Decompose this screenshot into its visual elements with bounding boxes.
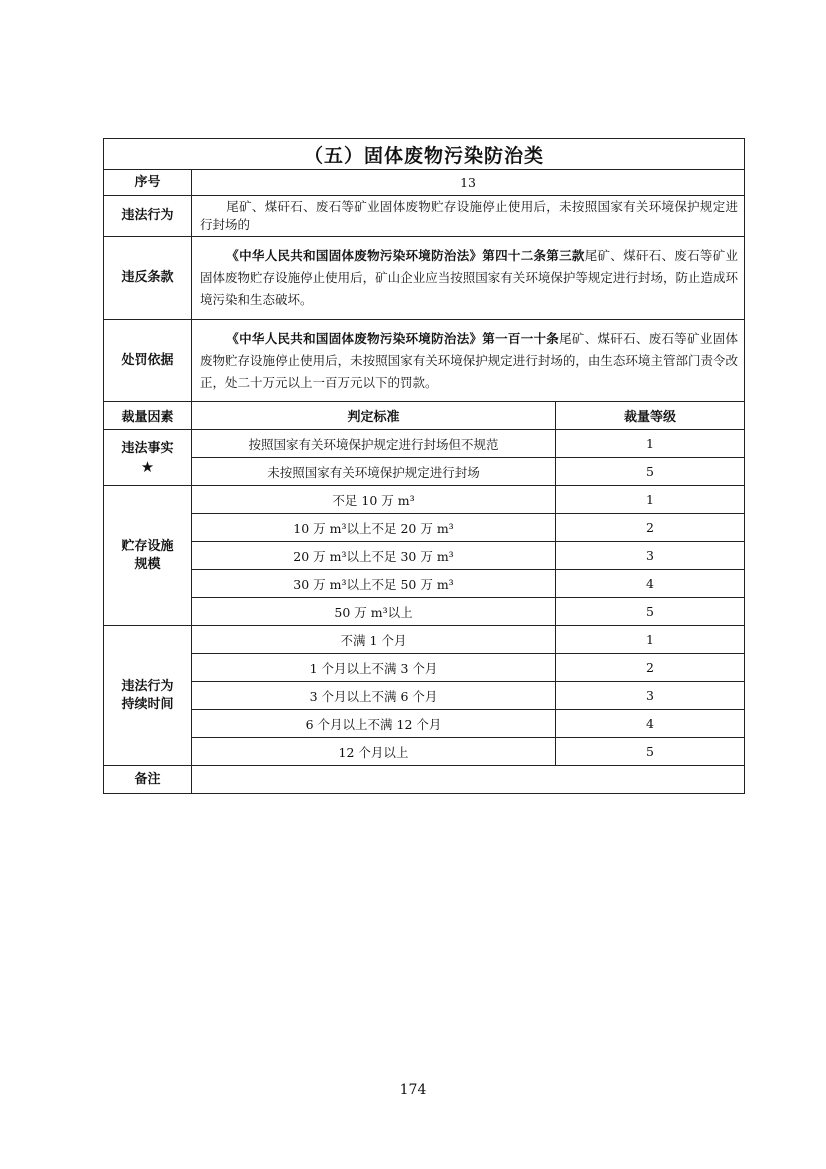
- violation-cell: [192, 196, 745, 237]
- facts-criterion-1: 按照国家有关环境保护规定进行封场但不规范: [192, 430, 556, 458]
- penalty-basis-law: 《中华人民共和国固体废物污染环境防治法》第一百一十条: [226, 330, 560, 346]
- scale-grade-3: 3: [556, 542, 745, 570]
- facts-criterion-2: 未按照国家有关环境保护规定进行封场: [192, 458, 556, 486]
- scale-grade-1: 1: [556, 486, 745, 514]
- remarks-label: 备注: [104, 766, 192, 794]
- duration-label-line2: 持续时间: [121, 696, 174, 712]
- scale-criterion-1: 不足 10 万 m³: [192, 486, 556, 514]
- scale-criterion-4: 30 万 m³以上不足 50 万 m³: [192, 570, 556, 598]
- penalty-basis-cell: [192, 320, 745, 402]
- violation-text: 尾矿、煤矸石、废石等矿业固体废物贮存设施停止使用后，未按照国家有关环境保护规定进行封场的: [200, 199, 739, 232]
- scale-grade-5: 5: [556, 598, 745, 626]
- duration-grade-3: 3: [556, 682, 745, 710]
- violated-clause-label: 违反条款: [104, 237, 192, 320]
- duration-criterion-1: 不满 1 个月: [192, 626, 556, 654]
- serial-label: 序号: [104, 170, 192, 196]
- duration-grade-4: 4: [556, 710, 745, 738]
- duration-criterion-2: 1 个月以上不满 3 个月: [192, 654, 556, 682]
- scale-label-line2: 规模: [134, 556, 161, 572]
- star-icon: ★: [140, 457, 155, 476]
- scale-criterion-2: 10 万 m³以上不足 20 万 m³: [192, 514, 556, 542]
- facts-grade-2: 5: [556, 458, 745, 486]
- violation-label: 违法行为: [104, 196, 192, 237]
- facts-label: [104, 430, 192, 486]
- remarks-value: [192, 766, 745, 794]
- duration-criterion-3: 3 个月以上不满 6 个月: [192, 682, 556, 710]
- scale-criterion-3: 20 万 m³以上不足 30 万 m³: [192, 542, 556, 570]
- serial-value: 13: [192, 170, 745, 196]
- facts-grade-1: 1: [556, 430, 745, 458]
- duration-grade-5: 5: [556, 738, 745, 766]
- duration-grade-1: 1: [556, 626, 745, 654]
- scale-grade-4: 4: [556, 570, 745, 598]
- violated-clause-cell: [192, 237, 745, 320]
- factors-header: 裁量因素: [104, 402, 192, 430]
- grade-header: 裁量等级: [556, 402, 745, 430]
- facts-label-text: 违法事实: [121, 440, 174, 456]
- page-number: 174: [399, 1082, 427, 1098]
- duration-criterion-5: 12 个月以上: [192, 738, 556, 766]
- penalty-basis-label: 处罚依据: [104, 320, 192, 402]
- scale-label-line1: 贮存设施: [121, 538, 174, 554]
- violated-clause-law: 《中华人民共和国固体废物污染环境防治法》第四十二条第三款: [226, 248, 585, 263]
- duration-label-line1: 违法行为: [121, 678, 174, 694]
- discretion-table-sheet: [103, 138, 744, 794]
- scale-grade-2: 2: [556, 514, 745, 542]
- criteria-header: 判定标准: [192, 402, 556, 430]
- duration-grade-2: 2: [556, 654, 745, 682]
- violated-clause-text: 尾矿、煤矸石、废石等矿业固体废物贮存设施停止使用后，矿山企业应当按照国家有关环境保护等规定进行封场，防止造成环境污染和生态破坏。: [200, 248, 739, 307]
- scale-label: [104, 486, 192, 626]
- scale-criterion-5: 50 万 m³以上: [192, 598, 556, 626]
- section-title: （五）固体废物污染防治类: [104, 139, 745, 170]
- penalty-basis-text: 尾矿、煤矸石、废石等矿业固体废物贮存设施停止使用后，未按照国家有关环境保护规定进行封场的，由生态环境主管部门责令改正，处二十万元以上一百万元以下的罚款。: [200, 330, 739, 390]
- duration-label: [104, 626, 192, 766]
- discretion-table: [103, 138, 745, 794]
- duration-criterion-4: 6 个月以上不满 12 个月: [192, 710, 556, 738]
